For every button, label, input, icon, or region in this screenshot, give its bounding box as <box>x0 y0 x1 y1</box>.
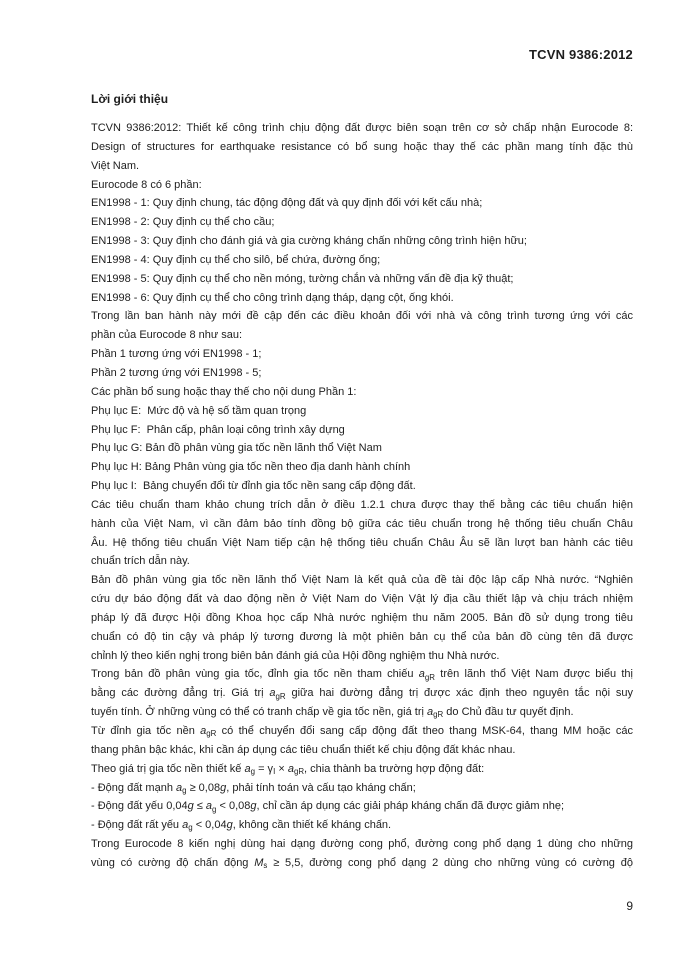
text-line: thang phân bậc khác, khi cần áp dụng các tiêu chuẩn thiết kế chịu động đất khác nhau. <box>91 743 516 756</box>
text-line: Trong bản đồ phân vùng gia tốc, đỉnh gia tốc nền tham chiếu $a_{gR}$ trên lãnh thổ Việt Nam được biểu thị <box>91 668 633 682</box>
section-title: Lời giới thiệu <box>91 92 169 106</box>
text-line: bằng các đường đẳng trị. Giá trị $a_{gR}$ giữa hai đường đẳng trị được xác định theo nguyên tắc nội suy <box>91 687 633 701</box>
text-line: chỉnh lý theo kiến nghị trong biên bản đánh giá của Hội đồng nghiệm thu Nhà nước. <box>91 649 500 662</box>
text-line: Phụ lục G: Bản đồ phân vùng gia tốc nền lãnh thổ Việt Nam <box>91 442 382 455</box>
text-line: vùng có cường độ chấn động $M_s \ge 5,5$, đường cong phổ dạng 2 dùng cho những vùng có cường độ <box>91 856 633 871</box>
text-line: - Động đất rất yếu $a_g < 0,04g$, không cần thiết kế kháng chấn. <box>91 819 392 833</box>
document-code: TCVN 9386:2012 <box>529 47 633 62</box>
text-line: - Động đất yếu $0,04g \le a_g < 0,08g$, chỉ cần áp dụng các giải pháp kháng chấn đã được giảm nhẹ; <box>91 800 565 814</box>
text-line: hành của Việt Nam, vì cần đảm bảo tính đồng bộ giữa các tiêu chuẩn trong hệ thống tiêu chuẩn Châu <box>91 517 633 530</box>
text-line: Phần 2 tương ứng với EN1998 - 5; <box>91 366 262 379</box>
text-line: Phụ lục H: Bảng Phân vùng gia tốc nền theo địa danh hành chính <box>91 461 411 474</box>
text-line: chuẩn có độ tin cậy và pháp lý tương đương là một phiên bản cụ thể của bản đồ cùng tên đã được <box>91 630 633 643</box>
text-line: - Động đất mạnh $a_g \ge 0,08g$, phải tính toán và cấu tạo kháng chấn; <box>91 781 416 795</box>
text-line: EN1998 - 3: Quy định cho đánh giá và gia cường kháng chấn những công trình hiện hữu; <box>91 235 527 248</box>
text-line: cứu dự báo động đất và dao động nền ở Việt Nam do Viện Vật lý địa cầu thiết lập và chịu trách nhiệm <box>91 593 633 606</box>
text-line: EN1998 - 5: Quy định cụ thể cho nền móng, tường chắn và những vấn đề địa kỹ thuật; <box>91 272 514 285</box>
text-line: Phụ lục F: Phân cấp, phân loại công trình xây dựng <box>91 423 345 436</box>
text-line: Phụ lục I: Bảng chuyển đổi từ đỉnh gia tốc nền sang cấp động đất. <box>91 480 416 493</box>
text-line: EN1998 - 4: Quy định cụ thể cho silô, bể chứa, đường ống; <box>91 253 381 266</box>
text-line: EN1998 - 2: Quy định cụ thể cho cầu; <box>91 216 275 229</box>
text-line: pháp lý đã được Hội đồng Khoa học cấp Nhà nước nghiệm thu năm 2005. Bản đồ sử dụng trong tiêu <box>91 611 633 624</box>
text-line: chuẩn trích dẫn này. <box>91 555 190 568</box>
text-line: Việt Nam. <box>91 159 140 172</box>
text-line: Theo giá trị gia tốc nền thiết kế $a_g = \gamma_I \times a_{gR}$, chia thành ba trường hợp động đất: <box>91 762 485 776</box>
page-number: 9 <box>626 899 633 913</box>
text-line: Trong lần ban hành này mới đề cập đến các điều khoản đối với nhà và công trình tương ứng với các <box>91 310 633 323</box>
text-line: EN1998 - 6: Quy định cụ thể cho công trình dạng tháp, dạng cột, ống khói. <box>91 291 454 304</box>
text-line: tuyến tính. Ở những vùng có thể có tranh chấp về gia tốc nền, giá trị $a_{gR}$ do Chủ đầu tư quyết định. <box>91 706 574 720</box>
text-line: Phụ lục E: Mức độ và hệ số tầm quan trọng <box>91 404 307 417</box>
text-line: Âu. Hệ thống tiêu chuẩn Việt Nam tiếp cận hệ thống tiêu chuẩn Châu Âu sẽ lần lượt ban hành các tiêu <box>91 536 633 549</box>
text-line: Trong Eurocode 8 kiến nghị dùng hai dạng đường cong phổ, đường cong phổ dạng 1 dùng cho những <box>91 838 633 851</box>
text-line: Các tiêu chuẩn tham khảo chung trích dẫn ở điều 1.2.1 chưa được thay thế bằng các tiêu chuẩn hiện <box>91 498 633 511</box>
body-text <box>91 119 633 873</box>
text-line: Eurocode 8 có 6 phần: <box>91 178 202 191</box>
text-line: EN1998 - 1: Quy định chung, tác động động đất và quy định đối với kết cấu nhà; <box>91 197 483 210</box>
text-line: phần của Eurocode 8 như sau: <box>91 329 243 342</box>
text-line: Từ đỉnh gia tốc nền $a_{gR}$ có thể chuyển đổi sang cấp động đất theo thang MSK-64, thang MM hoặc các <box>91 725 633 739</box>
text-line: TCVN 9386:2012: Thiết kế công trình chịu động đất được biên soạn trên cơ sở chấp nhận Eurocode 8: <box>91 122 633 134</box>
text-line: Các phần bổ sung hoặc thay thế cho nội dung Phần 1: <box>91 385 357 398</box>
text-line: Design of structures for earthquake resistance có bổ sung hoặc thay thế các phần mang tính đặc thù <box>91 140 633 153</box>
text-line: Phần 1 tương ứng với EN1998 - 1; <box>91 348 262 361</box>
text-line: Bản đồ phân vùng gia tốc nền lãnh thổ Việt Nam là kết quả của đề tài độc lập cấp Nhà nước. “Nghiên <box>91 574 633 587</box>
